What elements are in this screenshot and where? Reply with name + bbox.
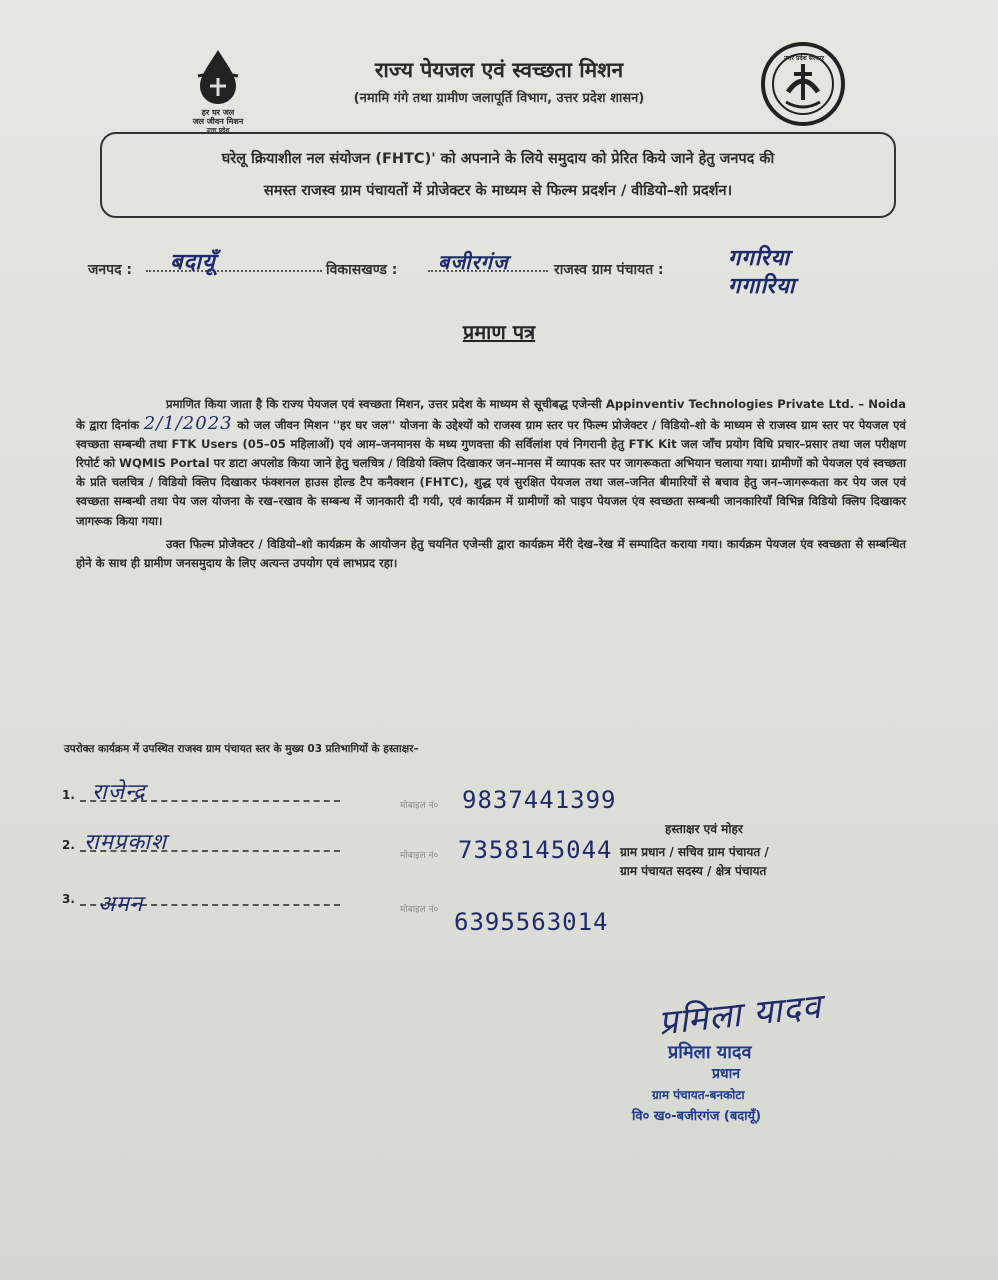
notice-line-2: समस्त राजस्व ग्राम पंचायतों में प्रोजेक्टर के माध्यम से फिल्म प्रदर्शन / वीडियो–शो प्रदर्शन। (263, 183, 733, 199)
participant-number: 3. (62, 892, 75, 906)
location-fields (88, 245, 918, 299)
participant-signature: अमन (98, 892, 144, 917)
program-date: 2/1/2023 (143, 413, 233, 435)
certificate-heading: प्रमाण पत्र (462, 320, 536, 344)
stamp-block: वि० ख०-बजीरगंज (बदायूँ) (632, 1109, 762, 1124)
mobile-label: मोबाइल नं० (400, 905, 439, 915)
pradhan-signature: प्रमिला यादव (656, 986, 824, 1044)
paragraph-1 (76, 395, 906, 531)
mobile-label: मोबाइल नं० (400, 851, 439, 861)
paragraph-2: उक्त फिल्म प्रोजेक्टर / विडियो–शो कार्यक्रम के आयोजन हेतु चयनित एजेन्सी द्वारा कार्यक्रम मेंरी देख–रेख में सम्पादित कराया गया। कार्यक्रम पेयजल एंव स्वच्छता से सम्बन्धित होने के साथ ही ग्रामीण जनसमुदाय के लिए अत्यन्त उपयोग एवं लाभप्रद रहा। (76, 536, 906, 570)
notice-line-1: घरेलू क्रियाशील नल संयोजन (FHTC)' को अपनाने के लिये समुदाय को प्रेरित किये जाने हेतु जनपद की (221, 151, 775, 167)
participant-mobile: 6395563014 (454, 908, 609, 936)
block-value: बजीरगंज (438, 250, 509, 274)
logo-line-3: उत्तर प्रदेश (206, 127, 230, 134)
block-label: विकासखण्ड : (326, 262, 398, 278)
participant-mobile: 7358145044 (458, 836, 613, 864)
notice-box (100, 132, 896, 218)
participant-row (62, 782, 362, 812)
participant-mobile: 9837441399 (462, 786, 617, 814)
certificate-body (76, 395, 906, 573)
paragraph-1-rest: को जल जीवन मिशन ''हर घर जल'' योजना के उद्देश्यों को राजस्व ग्राम स्तर पर फिल्म प्रोजेक्टर / विडियो–शो के माध्यम से राजस्व ग्राम स्तर पर पेयजल एवं स्वच्छता सम्बन्धी तथा FTK Users (05–05 महिलाओं) एवं आम–जनमानस के मध्य गुणवत्ता की सर्विलांश एवं निगरानी हेतु FTK Kit जल जाँच प्रयोग विधि प्रचार–प्रसार तथा जल परीक्षण रिपोर्ट को WQMIS Portal पर डाटा अपलोड किया जाने हेतु चलचित्र / विडियो क्लिप दिखाकर जन–मानस में व्यापक स्तर पर जागरूकता अभियान चलाया गया। ग्रामीणों को पेयजल एवं स्वच्छता के प्रति चलचित्र / विडियो क्लिप दिखाकर फंक्शनल हाउस होल्ड टैप कनैक्शन (FHTC), शुद्ध एवं सुरक्षित पेयजल तथा जल–जनित बीमारियों से बचाव हेतु जन–जागरूकता कर पेय जल एवं स्वच्छता सम्बन्धी तथा पेय जल योजना के रख–रखाव के सम्बन्ध में जानकारी दी गयी, एवं कार्यक्रम में ग्रामीणों को पाइप पेयजल एंव स्वच्छता सम्बन्धी जानकारियाँ विभिन्न विडियो क्लिप दिखाकर जागरूक किया गया। (76, 418, 906, 528)
participant-number: 2. (62, 838, 75, 852)
up-government-emblem (758, 40, 848, 128)
logo-line-2: जल जीवन मिशन (192, 117, 244, 126)
logo-line-1: हर घर जल (201, 108, 235, 117)
paragraph-1-start: प्रमाणित किया जाता है कि राज्य पेयजल एवं स्वच्छता मिशन, उत्तर प्रदेश के माध्यम से सूचीबद्ध एजेन्सी Appinventiv Technologies Private Ltd. – Noida के द्वारा दिनांक (76, 397, 906, 433)
participant-number: 1. (62, 788, 75, 802)
participant-row (62, 886, 362, 916)
district-value: बदायूँ (170, 249, 216, 275)
stamp-panchayat: ग्राम पंचायत-बनकोटा (652, 1088, 745, 1102)
district-label: जनपद : (88, 262, 133, 278)
panchayat-label: राजस्व ग्राम पंचायत : (554, 262, 664, 278)
participants-intro: उपरोक्त कार्यक्रम में उपस्थित राजस्व ग्राम पंचायत स्तर के मुख्य 03 प्रतिभागियों के हस्ताक्षर– (64, 743, 419, 755)
participant-row (62, 832, 362, 862)
signatory-roles-line-2: ग्राम पंचायत सदस्य / क्षेत्र पंचायत (620, 864, 767, 878)
signatory-roles-line-1: ग्राम प्रधान / सचिव ग्राम पंचायत / (620, 845, 769, 859)
participant-signature: रामप्रकाश (84, 830, 167, 855)
mobile-label: मोबाइल नं० (400, 801, 439, 811)
panchayat-value-2: गगारिया (728, 273, 796, 299)
stamp-designation: प्रधान (712, 1066, 740, 1082)
emblem-text: उत्तर प्रदेश सरकार (784, 55, 824, 62)
stamp-name: प्रमिला यादव (668, 1042, 752, 1063)
page-title: राज्य पेयजल एवं स्वच्छता मिशन (374, 58, 624, 82)
page-subtitle: (नमामि गंगे तथा ग्रामीण जलापूर्ति विभाग, उत्तर प्रदेश शासन) (353, 91, 645, 106)
signature-stamp-heading: हस्ताक्षर एवं मोहर (665, 822, 743, 836)
participant-signature: राजेन्द्र (92, 780, 146, 805)
panchayat-value-1: गगरिया (728, 245, 790, 271)
